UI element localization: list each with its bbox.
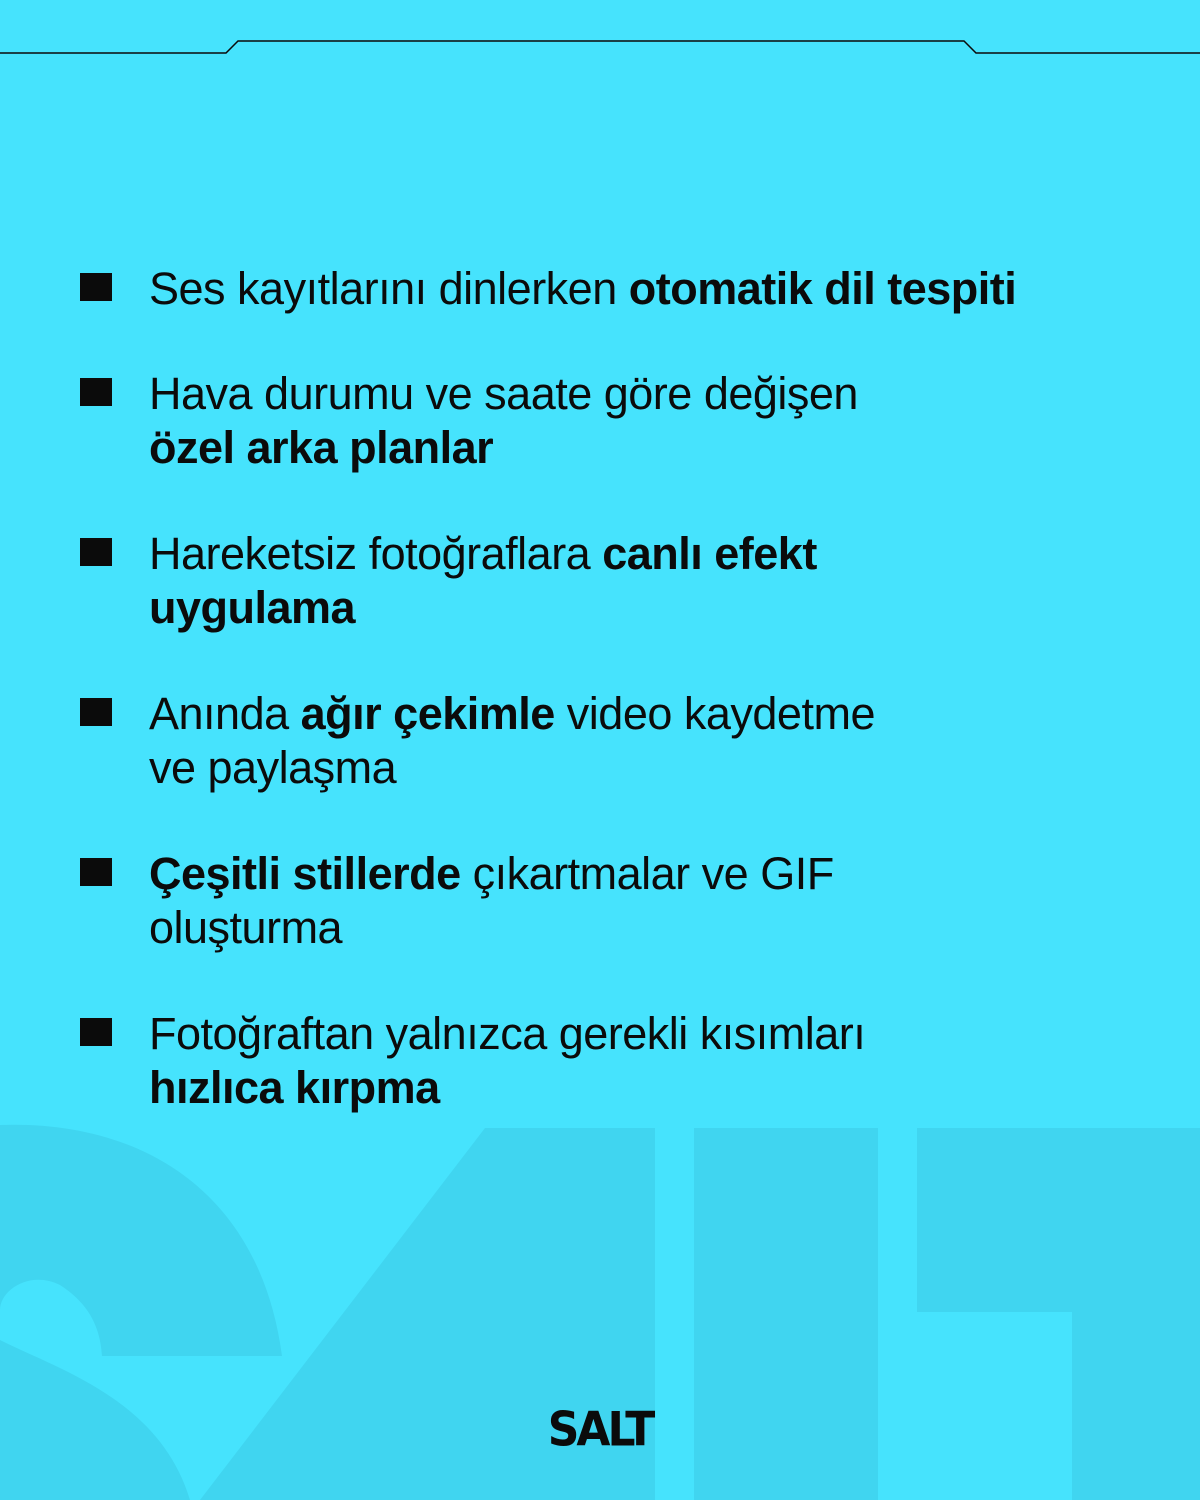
feature-text-bold: canlı efekt	[602, 528, 817, 579]
square-bullet-icon	[80, 538, 112, 566]
feature-line	[149, 527, 1109, 581]
square-bullet-icon	[80, 378, 112, 406]
feature-text	[149, 262, 1109, 316]
feature-text-regular: oluşturma	[149, 902, 343, 953]
feature-line	[149, 367, 1109, 421]
top-frame-line	[0, 0, 1200, 60]
square-bullet-icon	[80, 698, 112, 726]
feature-line	[149, 1061, 1109, 1115]
feature-text-bold: ağır çekimle	[300, 688, 555, 739]
feature-line	[149, 581, 1109, 635]
feature-line	[149, 1007, 1109, 1061]
square-bullet-icon	[80, 858, 112, 886]
feature-text	[149, 847, 1109, 955]
feature-text	[149, 367, 1109, 475]
feature-line	[149, 421, 1109, 475]
feature-text-bold: özel arka planlar	[149, 422, 494, 473]
feature-text-bold: Çeşitli stillerde	[149, 848, 461, 899]
salt-logo	[540, 1400, 660, 1450]
feature-text	[149, 687, 1109, 795]
feature-text	[149, 527, 1109, 635]
feature-text-regular: Anında	[149, 688, 301, 739]
feature-line	[149, 741, 1109, 795]
feature-text-regular: Hareketsiz fotoğraflara	[149, 528, 603, 579]
feature-text-bold: hızlıca kırpma	[149, 1062, 440, 1113]
feature-text-regular: Hava durumu ve saate göre değişen	[149, 368, 858, 419]
square-bullet-icon	[80, 1018, 112, 1046]
feature-line	[149, 847, 1109, 901]
feature-text-regular: Ses kayıtlarını dinlerken	[149, 263, 629, 314]
feature-text-bold: otomatik dil tespiti	[628, 263, 1017, 314]
square-bullet-icon	[80, 273, 112, 301]
feature-text-regular: çıkartmalar ve GIF	[460, 848, 834, 899]
feature-text-regular: Fotoğraftan yalnızca gerekli kısımları	[149, 1008, 866, 1059]
feature-line	[149, 687, 1109, 741]
feature-text-regular: ve paylaşma	[149, 742, 397, 793]
salt-logo-text: SALT	[547, 1400, 653, 1450]
feature-text-bold: uygulama	[149, 582, 356, 633]
feature-line	[149, 262, 1109, 316]
feature-text	[149, 1007, 1109, 1115]
feature-text-regular: video kaydetme	[554, 688, 875, 739]
feature-line	[149, 901, 1109, 955]
